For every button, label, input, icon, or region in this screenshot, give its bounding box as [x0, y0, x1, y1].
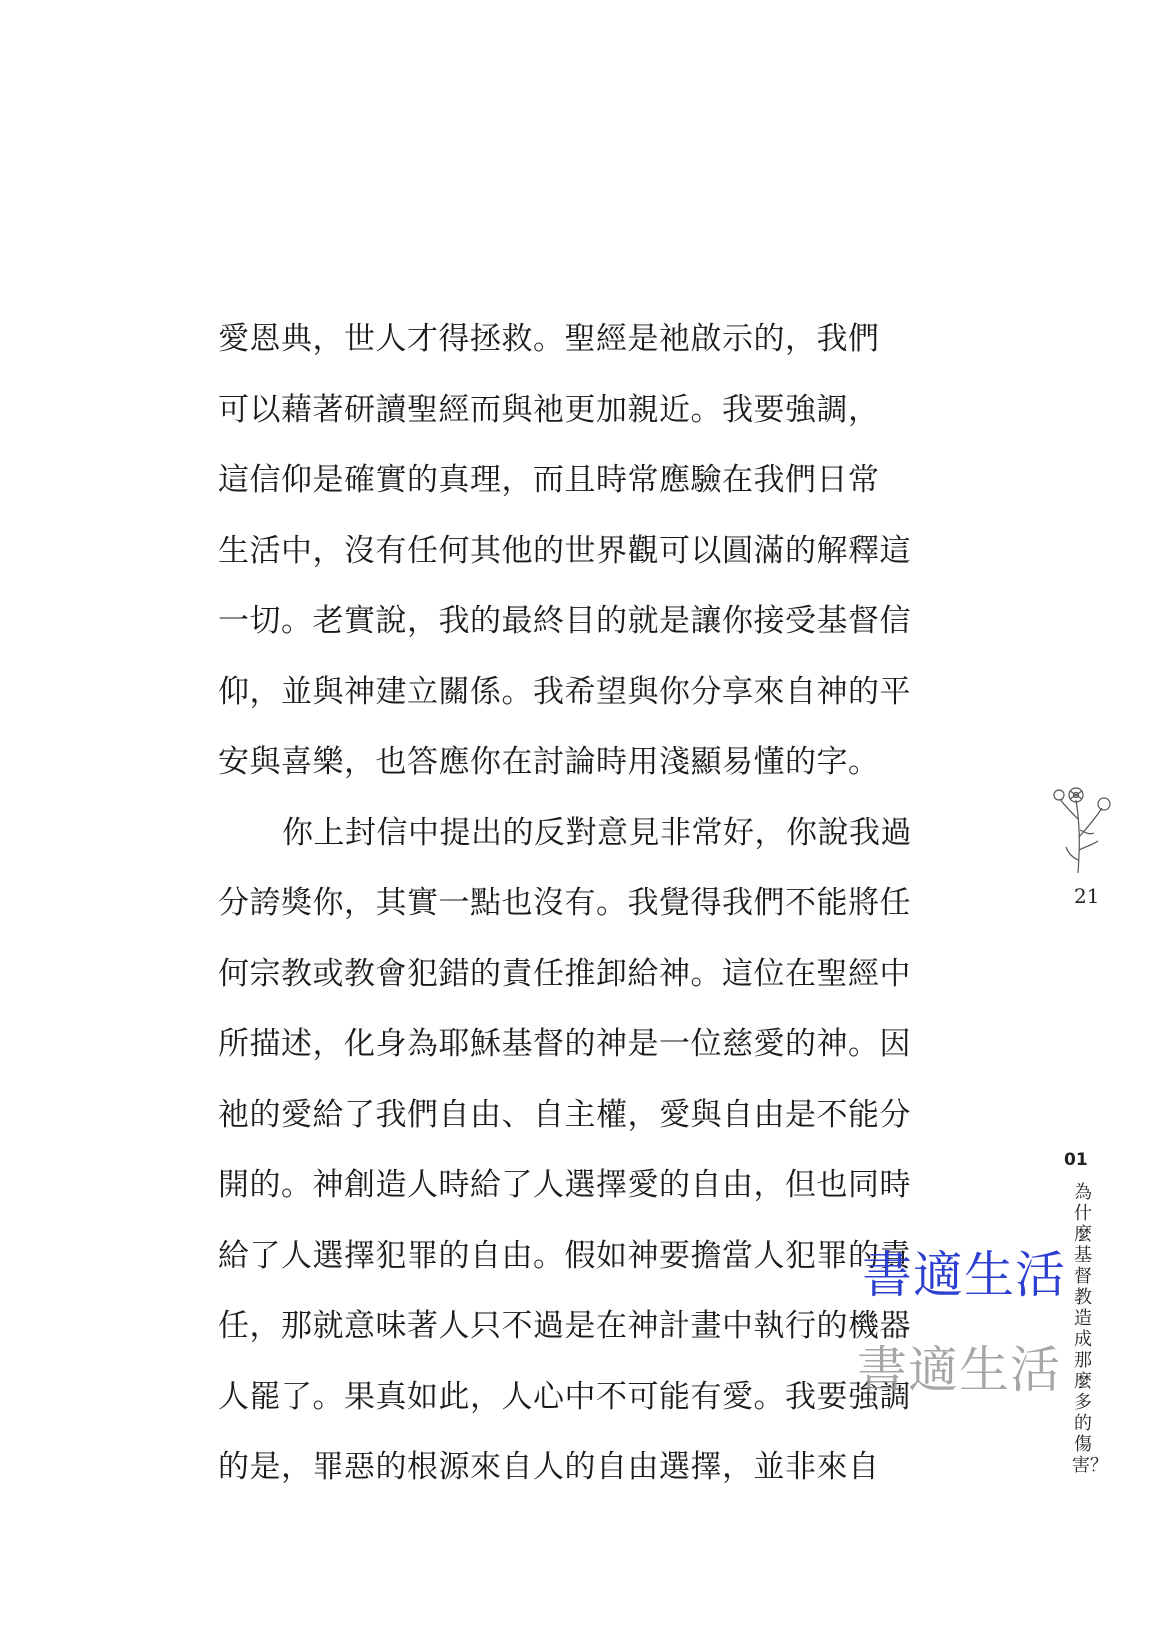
text-line: 你上封信中提出的反對意見非常好，你說我過	[282, 814, 912, 851]
text-line: 何宗教或教會犯錯的責任推卸給神。這位在聖經中	[218, 955, 911, 992]
text-line: 可以藉著研讀聖經而與祂更加親近。我要強調，	[218, 391, 880, 428]
text-line: 這信仰是確實的真理，而且時常應驗在我們日常	[218, 462, 880, 498]
page-number: 21	[1074, 884, 1100, 908]
text-line: 人罷了。果真如此，人心中不可能有愛。我要強調	[218, 1378, 911, 1415]
text-line: 安與喜樂，也答應你在討論時用淺顯易懂的字。	[218, 744, 880, 780]
text-line: 仰，並與神建立關係。我希望與你分享來自神的平	[218, 673, 911, 710]
chapter-title: 為什麼基督教造成那麼多的傷害？	[1072, 1182, 1108, 1476]
watermark-blue: 書適生活	[862, 1246, 1066, 1304]
flower-sprig-icon	[1050, 775, 1120, 875]
text-line: 開的。神創造人時給了人選擇愛的自由，但也同時	[218, 1167, 911, 1203]
text-line: 愛恩典，世人才得拯救。聖經是祂啟示的，我們	[218, 321, 880, 357]
chapter-number: 01	[1064, 1150, 1088, 1170]
text-line: 任，那就意味著人只不過是在神計畫中執行的機器	[218, 1308, 911, 1344]
body-text	[218, 304, 938, 1503]
text-line: 的是，罪惡的根源來自人的自由選擇，並非來自	[218, 1449, 880, 1485]
text-line: 所描述，化身為耶穌基督的神是一位慈愛的神。因	[218, 1026, 911, 1062]
text-line: 祂的愛給了我們自由、自主權，愛與自由是不能分	[218, 1096, 911, 1133]
text-line: 給了人選擇犯罪的自由。假如神要擔當人犯罪的責	[218, 1237, 911, 1274]
watermark-gray: 書適生活	[857, 1341, 1061, 1399]
text-line: 分誇獎你，其實一點也沒有。我覺得我們不能將任	[218, 885, 911, 921]
text-line: 生活中，沒有任何其他的世界觀可以圓滿的解釋這	[218, 532, 911, 569]
text-line: 一切。老實說，我的最終目的就是讓你接受基督信	[218, 603, 911, 639]
